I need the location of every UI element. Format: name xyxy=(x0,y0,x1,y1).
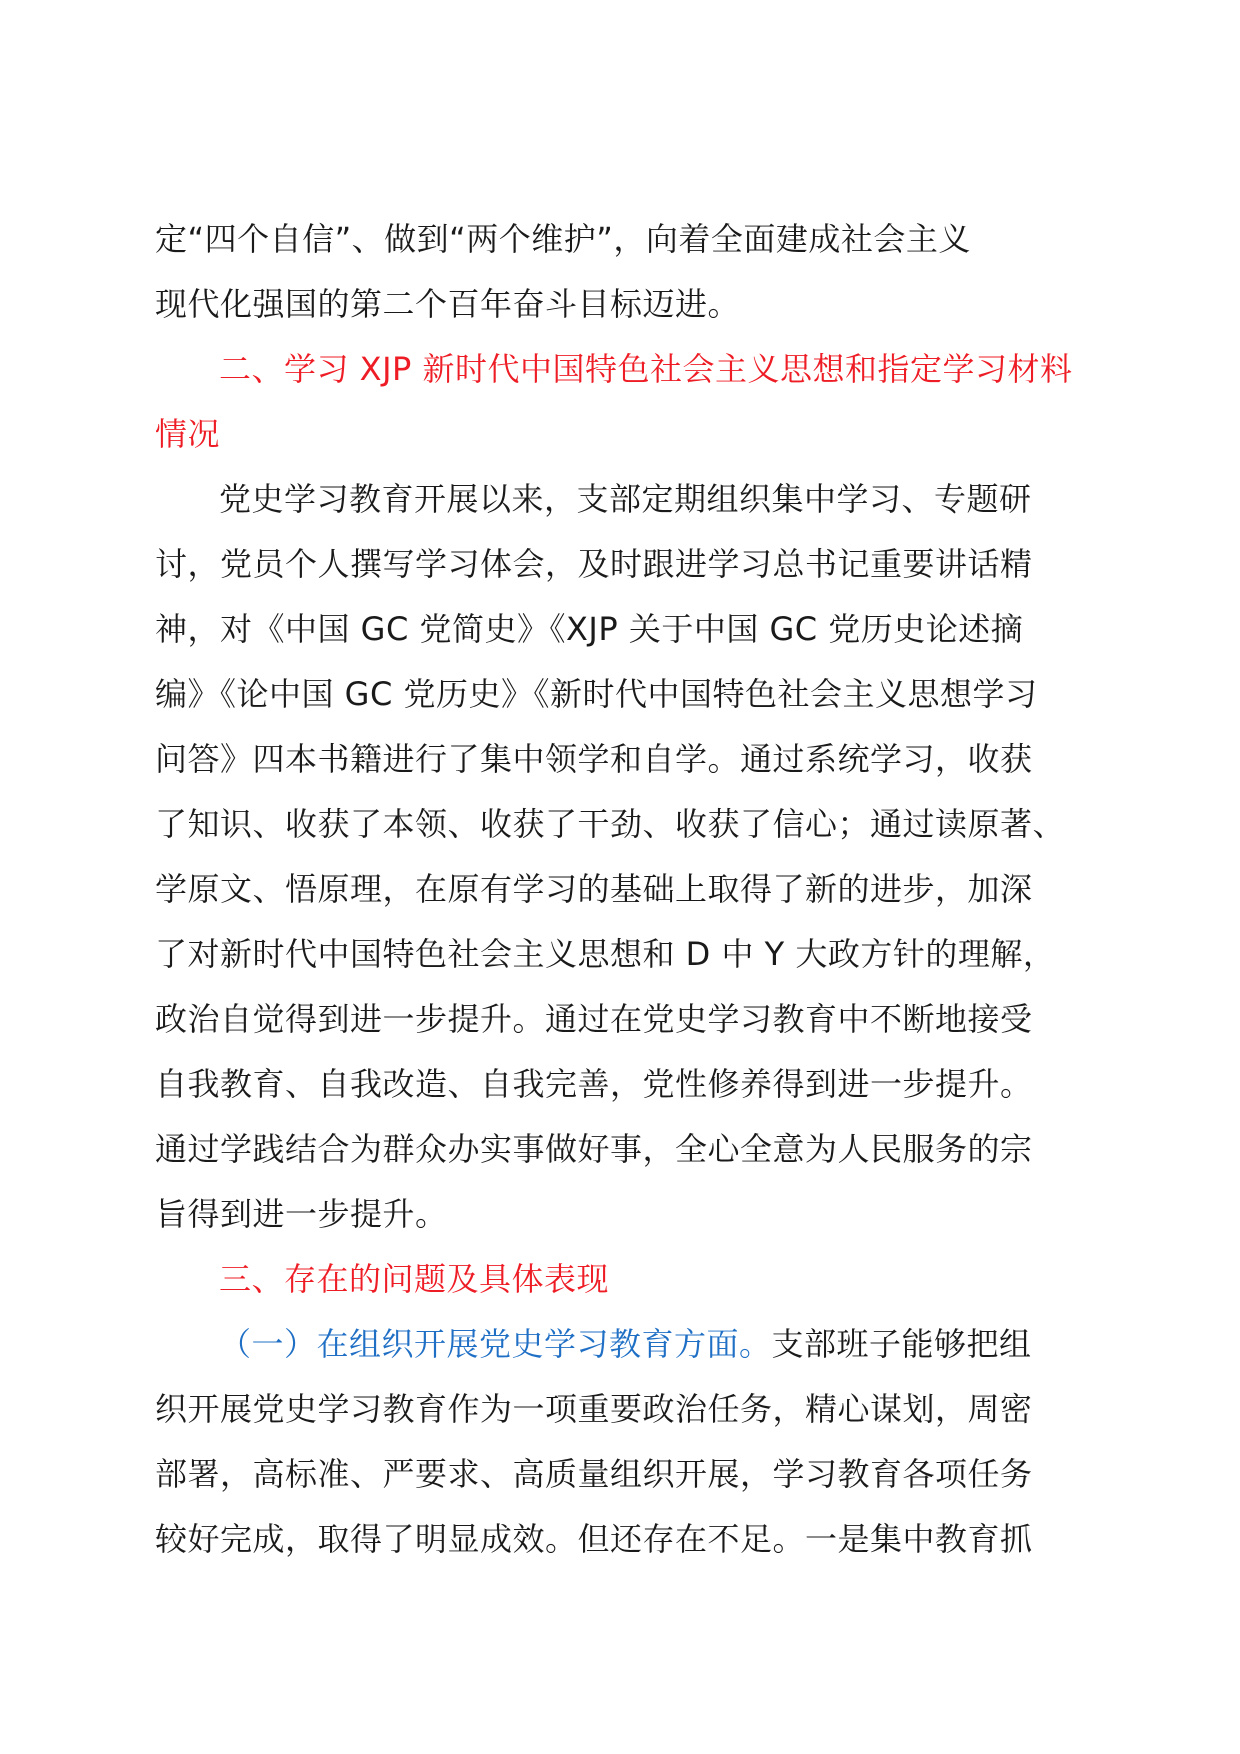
subsection-1-text: 支部班子能够把组 xyxy=(771,1325,1032,1363)
continuation-line: 定“四个自信”、做到“两个维护”，向着全面建成社会主义 xyxy=(155,220,971,258)
section-2-paragraph-line: 讨，党员个人撰写学习体会，及时跟进学习总书记重要讲话精 xyxy=(155,545,1033,583)
section-3-paragraph-line: 织开展党史学习教育作为一项重要政治任务，精心谋划，周密 xyxy=(155,1390,1033,1428)
section-2-paragraph-line: 通过学践结合为群众办实事做好事，全心全意为人民服务的宗 xyxy=(155,1130,1033,1168)
section-2-paragraph-line: 学原文、悟原理，在原有学习的基础上取得了新的进步，加深 xyxy=(155,870,1033,908)
section-3-paragraph-line: 较好完成，取得了明显成效。但还存在不足。一是集中教育抓 xyxy=(155,1520,1033,1558)
section-2-paragraph-line: 编》《论中国 GC 党历史》《新时代中国特色社会主义思想学习 xyxy=(155,675,1038,713)
subsection-1-heading: （一）在组织开展党史学习教育方面。 xyxy=(219,1325,772,1363)
section-2-heading: 二、学习 XJP 新时代中国特色社会主义思想和指定学习材料 xyxy=(219,350,1073,388)
section-2-paragraph-line: 党史学习教育开展以来，支部定期组织集中学习、专题研 xyxy=(219,480,1032,518)
section-3-subsection-first-line xyxy=(155,1312,1095,1377)
section-3-paragraph-line: 部署，高标准、严要求、高质量组织开展，学习教育各项任务 xyxy=(155,1455,1033,1493)
section-3-heading: 三、存在的问题及具体表现 xyxy=(219,1260,610,1298)
section-2-paragraph-line: 问答》四本书籍进行了集中领学和自学。通过系统学习，收获 xyxy=(155,740,1033,778)
section-2-paragraph-line: 神，对《中国 GC 党简史》《XJP 关于中国 GC 党历史论述摘 xyxy=(155,610,1024,648)
continuation-line: 现代化强国的第二个百年奋斗目标迈进。 xyxy=(155,285,741,323)
section-2-paragraph-line: 了对新时代中国特色社会主义思想和 D 中 Y 大政方针的理解， xyxy=(155,935,1056,973)
document-body xyxy=(155,207,1095,1572)
section-2-heading-continued: 情况 xyxy=(155,415,221,453)
section-2-paragraph-line: 了知识、收获了本领、收获了干劲、收获了信心；通过读原著、 xyxy=(155,805,1066,843)
section-2-paragraph-line: 政治自觉得到进一步提升。通过在党史学习教育中不断地接受 xyxy=(155,1000,1033,1038)
section-2-paragraph-line: 旨得到进一步提升。 xyxy=(155,1195,448,1233)
section-2-paragraph-line: 自我教育、自我改造、自我完善，党性修养得到进一步提升。 xyxy=(155,1065,1033,1103)
